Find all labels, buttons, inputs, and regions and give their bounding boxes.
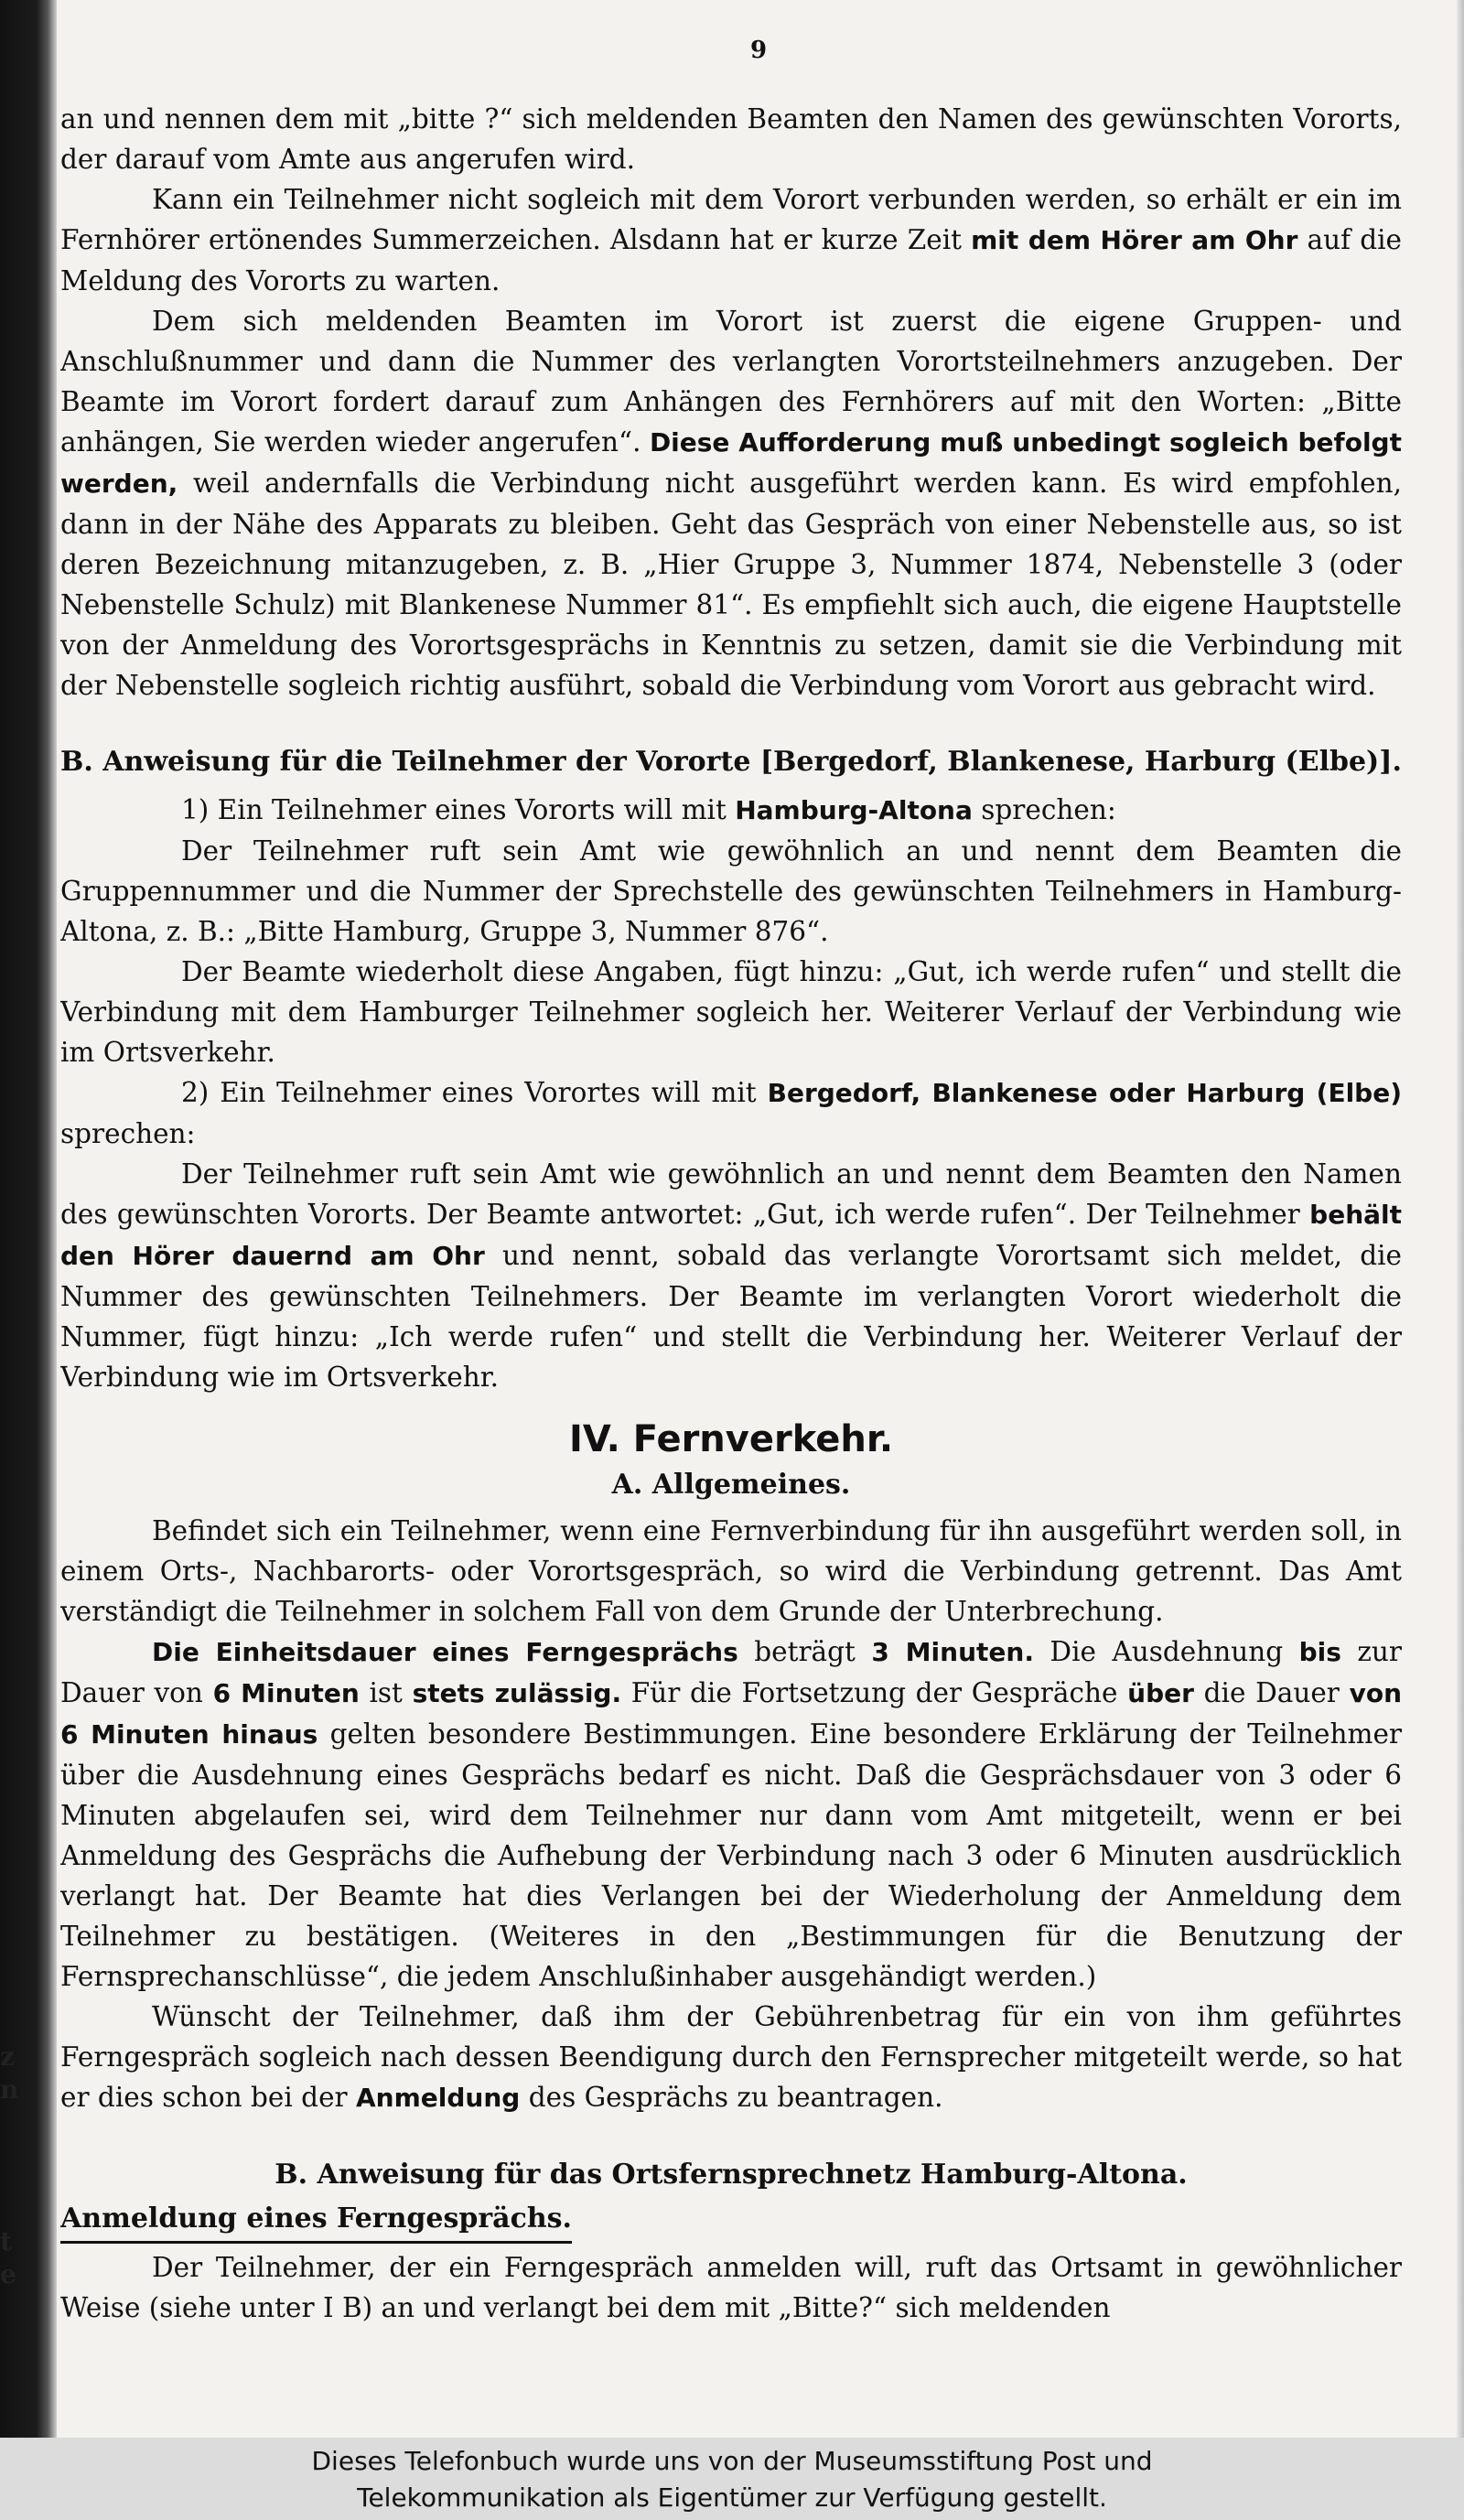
chapter-title: IV. Fernverkehr.: [568, 1418, 894, 1460]
margin-mark: t: [0, 2226, 12, 2256]
text-run: Kann ein Teilnehmer nicht sogleich mit dem Vorort verbunden werden, so erhält er ein im Fernhörer ertönendes Summerzeichen. Alsdann hat er kurze Zeit: [60, 184, 1402, 255]
page-number: 9: [749, 37, 768, 64]
paragraph: Befindet sich ein Teilnehmer, wenn eine Fernverbindung für ihn ausgeführt werden soll, in einem Orts-, Nachbarorts- oder Vorortsgespräch, so wird die Verbindung getrennt. Das Amt verständigt die Teilnehmer in solchem Fall von dem Grunde der Unterbrechung.: [60, 1515, 1402, 1627]
ownership-notice: [0, 2438, 1464, 2520]
list-item: [60, 790, 1402, 831]
text-run: beträgt: [737, 1636, 872, 1667]
emphasis: 3 Minuten.: [871, 1637, 1034, 1667]
text-run: Der Teilnehmer ruft sein Amt wie gewöhnlich an und nennt dem Beamten den Namen des gewünschten Vororts. Der Beamte antwortet: „Gut, ich werde rufen“. Der Teilnehmer: [60, 1158, 1402, 1230]
notice-line: Dieses Telefonbuch wurde uns von der Museumsstiftung Post und: [311, 2446, 1153, 2476]
text-run: Dem sich meldenden Beamten im Vorort ist zuerst die eigene Gruppen- und Anschlußnummer und dann die Nummer des verlangten Vorortsteilnehmers anzugeben. Der Beamte im Vorort fordert darauf zum Anhängen des Fernhörers auf mit den Worten: „Bitte anhängen, Sie werden wieder angerufen“.: [60, 306, 1402, 458]
emphasis: 6 Minuten: [212, 1678, 360, 1708]
page-right-edge: [1457, 0, 1464, 2438]
list-item: [60, 1072, 1402, 1154]
paragraph: Der Teilnehmer ruft sein Amt wie gewöhnlich an und nennt dem Beamten die Gruppennummer und die Nummer der Sprechstelle des gewünschten Teilnehmers in Hamburg-Altona, z. B.: „Bitte Hamburg, Gruppe 3, Nummer 876“.: [60, 835, 1402, 947]
paragraph: Der Beamte wiederholt diese Angaben, fügt hinzu: „Gut, ich werde rufen“ und stellt die Verbindung mit dem Hamburger Teilnehmer sogleich her. Weiterer Verlauf der Verbindung wie im Ortsverkehr.: [60, 956, 1402, 1068]
text-run: 2) Ein Teilnehmer eines Vorortes will mit: [181, 1077, 768, 1108]
text-run: 1) Ein Teilnehmer eines Vororts will mit: [181, 794, 736, 825]
paragraph: [60, 1632, 1402, 1997]
text-run: auf die Meldung des Vororts zu warten.: [60, 224, 1402, 296]
emphasis: mit dem Hörer am Ohr: [971, 225, 1298, 255]
text-run: zur Dauer von: [60, 1636, 1402, 1708]
paragraph: [60, 1154, 1402, 1397]
emphasis: Die Einheitsdauer eines Ferngesprächs: [152, 1637, 738, 1667]
text-run: Wünscht der Teilnehmer, daß ihm der Gebührenbetrag für ein von ihm geführtes Ferngespräch sogleich nach dessen Beendigung durch den Fernsprecher mitgeteilt werde, so hat er dies schon bei der: [60, 2001, 1402, 2113]
text-run: Die Ausdehnung: [1033, 1636, 1299, 1667]
emphasis: Anmeldung: [356, 2083, 521, 2113]
text-run: und nennt, sobald das verlangte Vorortsamt sich meldet, die Nummer des gewünschten Teilnehmers. Der Beamte im verlangten Vorort wiederholt die Nummer, fügt hinzu: „Ich werde rufen“ und stellt die Verbindung her. Weiterer Verlauf der Verbindung wie im Ortsverkehr.: [60, 1240, 1402, 1393]
paragraph: [60, 1997, 1402, 2118]
paragraph: [60, 301, 1402, 705]
emphasis: Hamburg-Altona: [735, 795, 973, 825]
emphasis: bis: [1298, 1637, 1341, 1667]
notice-line: Telekommunikation als Eigentümer zur Verfügung gestellt.: [357, 2482, 1107, 2513]
subsection-heading: A. Allgemeines.: [611, 1469, 851, 1501]
text-run: gelten besondere Bestimmungen. Eine besondere Erklärung der Teilnehmer über die Ausdehnung eines Gesprächs bedarf es nicht. Daß die Gesprächsdauer von 3 oder 6 Minuten abgelaufen sei, wird dem Teilnehmer nur dann vom Amt mitgeteilt, wenn er bei Anmeldung des Gesprächs die Aufhebung der Verbindung nach 3 oder 6 Minuten ausdrücklich verlangt hat. Der Beamte hat dies Verlangen bei der Wiederholung der Anmeldung dem Teilnehmer zu bestätigen. (Weiteres in den „Bestimmungen für die Benutzung der Fernsprechanschlüsse“, die jedem Anschlußinhaber ausgehändigt werden.): [60, 1718, 1402, 1992]
text-run: ist: [359, 1677, 413, 1708]
margin-marks: [0, 2041, 19, 2289]
margin-mark: n: [0, 2074, 19, 2105]
emphasis: über: [1127, 1678, 1194, 1708]
emphasis: Diese Aufforderung muß unbedingt sogleich befolgt werden,: [60, 427, 1402, 499]
margin-mark: z: [0, 2041, 15, 2072]
text-run: die Dauer: [1193, 1677, 1350, 1708]
page-content: [60, 37, 1402, 2416]
subsection-heading: B. Anweisung für das Ortsfernsprechnetz Hamburg-Altona.: [274, 2159, 1188, 2191]
text-run: sprechen:: [60, 1118, 196, 1149]
text-run: sprechen:: [972, 794, 1116, 825]
emphasis: stets zulässig.: [412, 1678, 622, 1708]
emphasis: Bergedorf, Blankenese oder Harburg (Elbe): [767, 1078, 1402, 1108]
emphasis: behält den Hörer dauernd am Ohr: [60, 1200, 1402, 1271]
emphasis: von 6 Minuten hinaus: [60, 1678, 1402, 1750]
margin-mark: e: [0, 2259, 16, 2289]
paragraph: [60, 179, 1402, 301]
paragraph: an und nennen dem mit „bitte ?“ sich meldenden Beamten den Namen des gewünschten Vororts, der darauf vom Amte aus angerufen wird.: [60, 103, 1402, 175]
text-run: des Gesprächs zu beantragen.: [520, 2082, 943, 2113]
paragraph: Der Teilnehmer, der ein Ferngespräch anmelden will, ruft das Ortsamt in gewöhnlicher Weise (siehe unter I B) an und verlangt bei dem mit „Bitte?“ sich meldenden: [60, 2252, 1402, 2323]
text-run: Für die Fortsetzung der Gespräche: [621, 1677, 1128, 1708]
underlined-heading: Anmeldung eines Ferngesprächs.: [60, 2199, 572, 2244]
section-heading: B. Anweisung für die Teilnehmer der Vororte [Bergedorf, Blankenese, Harburg (Elbe)].: [60, 746, 1402, 778]
text-run: weil andernfalls die Verbindung nicht ausgeführt werden kann. Es wird empfohlen, dann in der Nähe des Apparats zu bleiben. Geht das Gespräch von einer Nebenstelle aus, so ist deren Bezeichnung mitanzugeben, z. B. „Hier Gruppe 3, Nummer 1874, Nebenstelle 3 (oder Nebenstelle Schulz) mit Blankenese Nummer 81“. Es empfiehlt sich auch, die eigene Hauptstelle von der Anmeldung des Vorortsgesprächs in Kenntnis zu setzen, damit sie die Verbindung mit der Nebenstelle sogleich richtig ausführt, sobald die Verbindung vom Vorort aus gebracht wird.: [60, 468, 1402, 701]
